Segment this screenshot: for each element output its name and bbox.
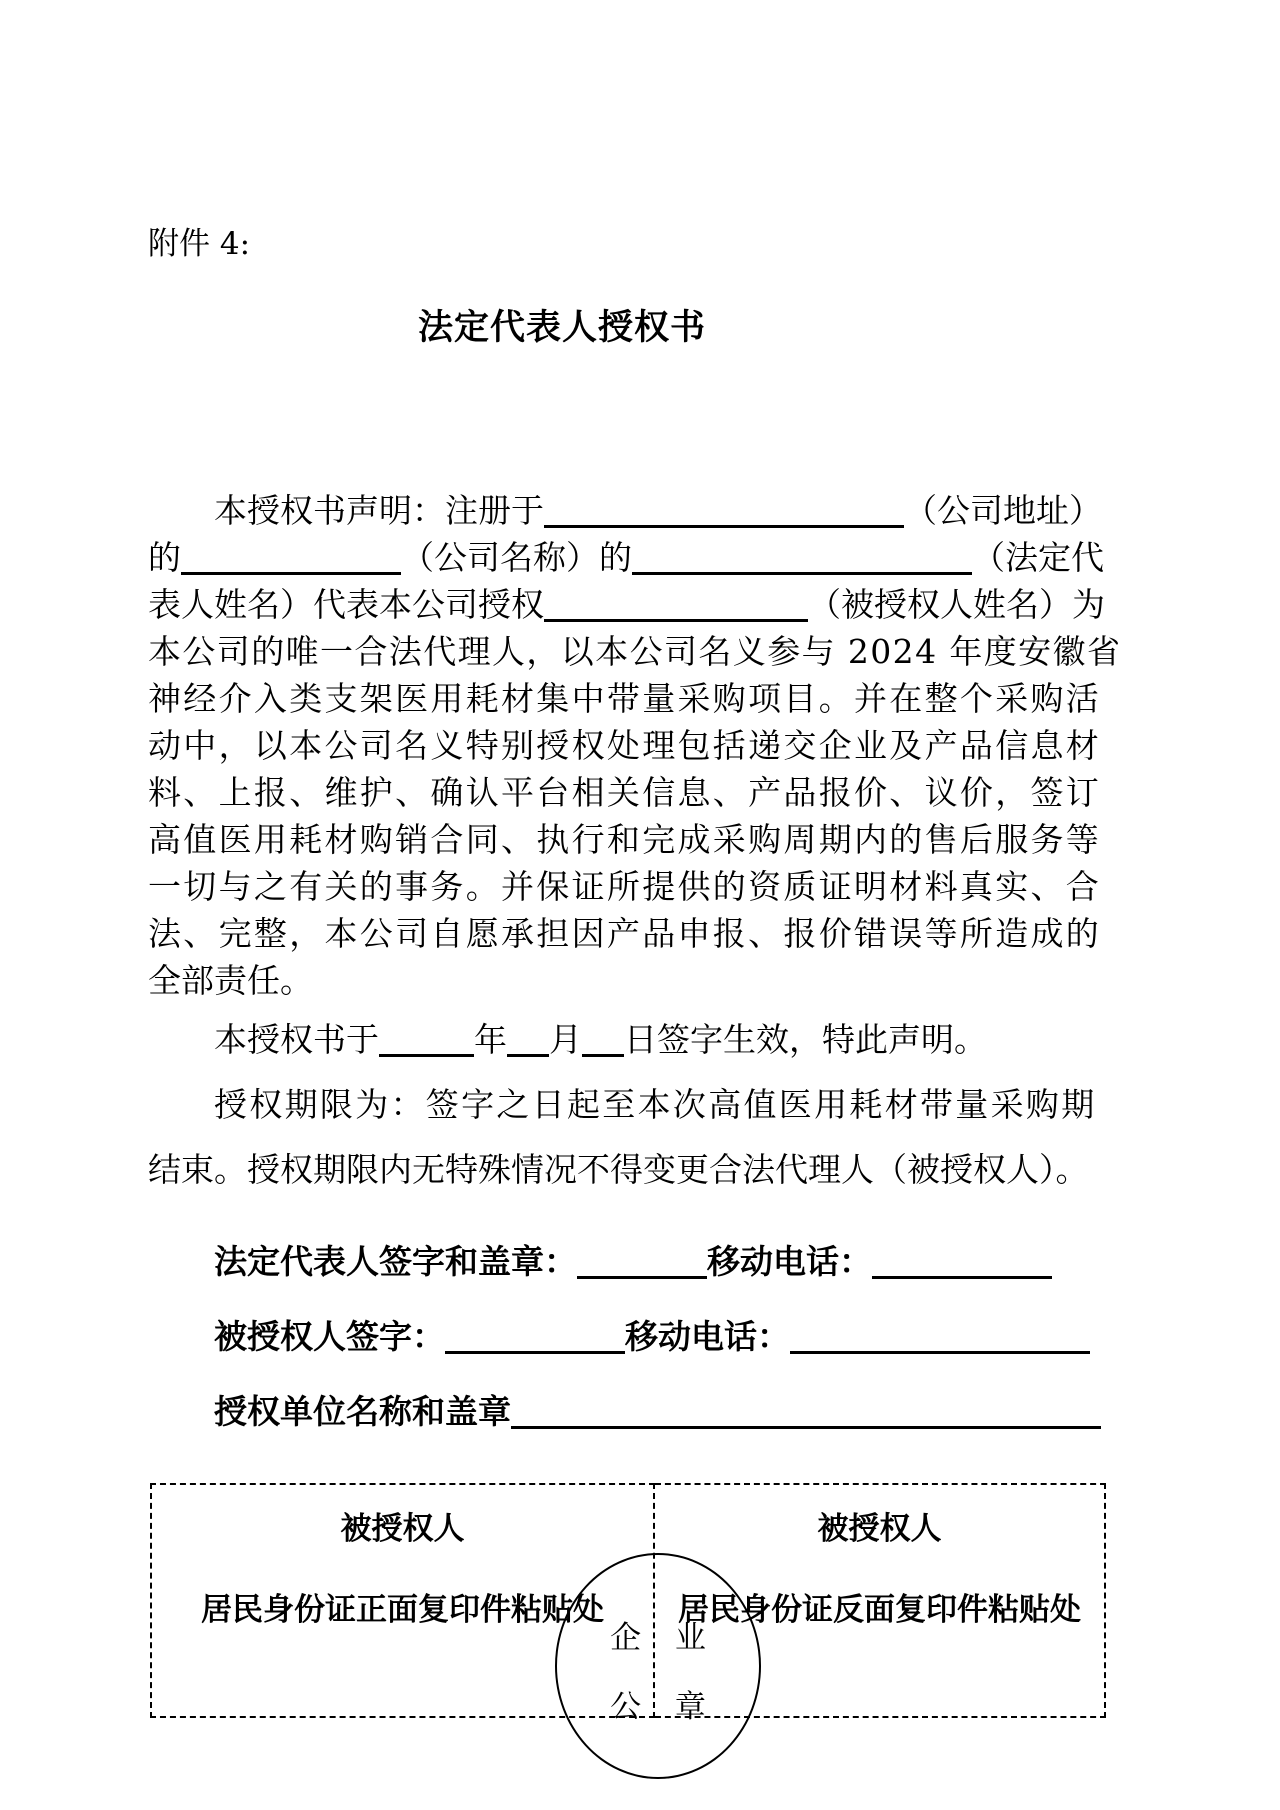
- text-segment: 结束。授权期限内无特殊情况不得变更合法代理人（被授权人）。: [148, 1150, 1089, 1189]
- body-line: [148, 628, 1122, 675]
- blank-underline: [577, 1246, 707, 1279]
- text-segment: 授权期限为：签字之日起至本次高值医用耗材带量采购期: [214, 1085, 1097, 1124]
- signature-line: [148, 1238, 1108, 1285]
- body-line: [148, 487, 1108, 534]
- company-seal-circle: [555, 1553, 761, 1779]
- body-line: [148, 816, 1108, 863]
- text-segment: 全部责任。: [148, 961, 313, 1000]
- paste-box-title: 被授权人: [817, 1511, 942, 1547]
- text-segment: 的: [148, 538, 181, 577]
- text-segment: 移动电话：: [625, 1317, 790, 1356]
- body-line: [148, 769, 1108, 816]
- body-line: [148, 675, 1108, 722]
- body-line: [148, 722, 1108, 769]
- text-segment: 法定代表人签字和盖章：: [214, 1242, 577, 1281]
- text-segment: 日签字生效，特此声明。: [624, 1020, 987, 1059]
- text-segment: （法定代: [972, 538, 1104, 577]
- blank-underline: [544, 589, 808, 622]
- text-segment: 高值医用耗材购销合同、执行和完成采购周期内的售后服务等: [148, 820, 1102, 859]
- blank-underline: [445, 1321, 625, 1354]
- blank-underline: [582, 1024, 624, 1057]
- body-line: [148, 1081, 1108, 1128]
- text-segment: 本授权书于: [214, 1020, 379, 1059]
- blank-underline: [181, 542, 401, 575]
- company-seal-text-line2: 公 章: [610, 1689, 706, 1725]
- blank-underline: [790, 1321, 1090, 1354]
- text-segment: 表人姓名）代表本公司授权: [148, 585, 544, 624]
- text-segment: 被授权人签字：: [214, 1317, 445, 1356]
- text-segment: 年: [474, 1020, 507, 1059]
- text-segment: （公司名称）的: [401, 538, 632, 577]
- signature-line: [148, 1388, 1108, 1435]
- signature-section: [148, 1238, 1108, 1463]
- blank-underline: [872, 1246, 1052, 1279]
- blank-underline: [507, 1024, 549, 1057]
- body-line: [148, 1016, 1108, 1063]
- paste-box-title: 被授权人: [340, 1511, 465, 1547]
- text-segment: 本公司的唯一合法代理人，以本公司名义参与 2024 年度安徽省: [148, 632, 1122, 671]
- text-segment: 一切与之有关的事务。并保证所提供的资质证明材料真实、合: [148, 867, 1102, 906]
- body-line: [148, 910, 1108, 957]
- text-segment: （被授权人姓名）为: [808, 585, 1105, 624]
- blank-underline: [632, 542, 972, 575]
- body-line: [148, 957, 1108, 1004]
- attachment-label: 附件 4:: [148, 226, 251, 262]
- body-line: [148, 534, 1108, 581]
- company-seal-text-line1: 企 业: [610, 1620, 706, 1656]
- signature-line: [148, 1313, 1108, 1360]
- text-segment: 本授权书声明：注册于: [214, 491, 544, 530]
- body-line: [148, 581, 1108, 628]
- blank-underline: [511, 1396, 1101, 1429]
- paste-box-caption: 居民身份证正面复印件粘贴处: [201, 1592, 604, 1628]
- text-segment: 料、上报、维护、确认平台相关信息、产品报价、议价，签订: [148, 773, 1102, 812]
- blank-underline: [544, 495, 904, 528]
- blank-underline: [379, 1024, 474, 1057]
- paste-box-caption: 居民身份证反面复印件粘贴处: [678, 1592, 1081, 1628]
- document-title: 法定代表人授权书: [417, 307, 706, 348]
- text-segment: 法、完整，本公司自愿承担因产品申报、报价错误等所造成的: [148, 914, 1102, 953]
- text-segment: 移动电话：: [707, 1242, 872, 1281]
- body-line: [148, 1146, 1108, 1193]
- body-paragraphs: [148, 487, 1122, 1193]
- text-segment: 月: [549, 1020, 582, 1059]
- text-segment: （公司地址）: [904, 491, 1102, 530]
- body-line: [148, 863, 1108, 910]
- text-segment: 神经介入类支架医用耗材集中带量采购项目。并在整个采购活: [148, 679, 1102, 718]
- text-segment: 动中，以本公司名义特别授权处理包括递交企业及产品信息材: [148, 726, 1102, 765]
- text-segment: 授权单位名称和盖章: [214, 1392, 511, 1431]
